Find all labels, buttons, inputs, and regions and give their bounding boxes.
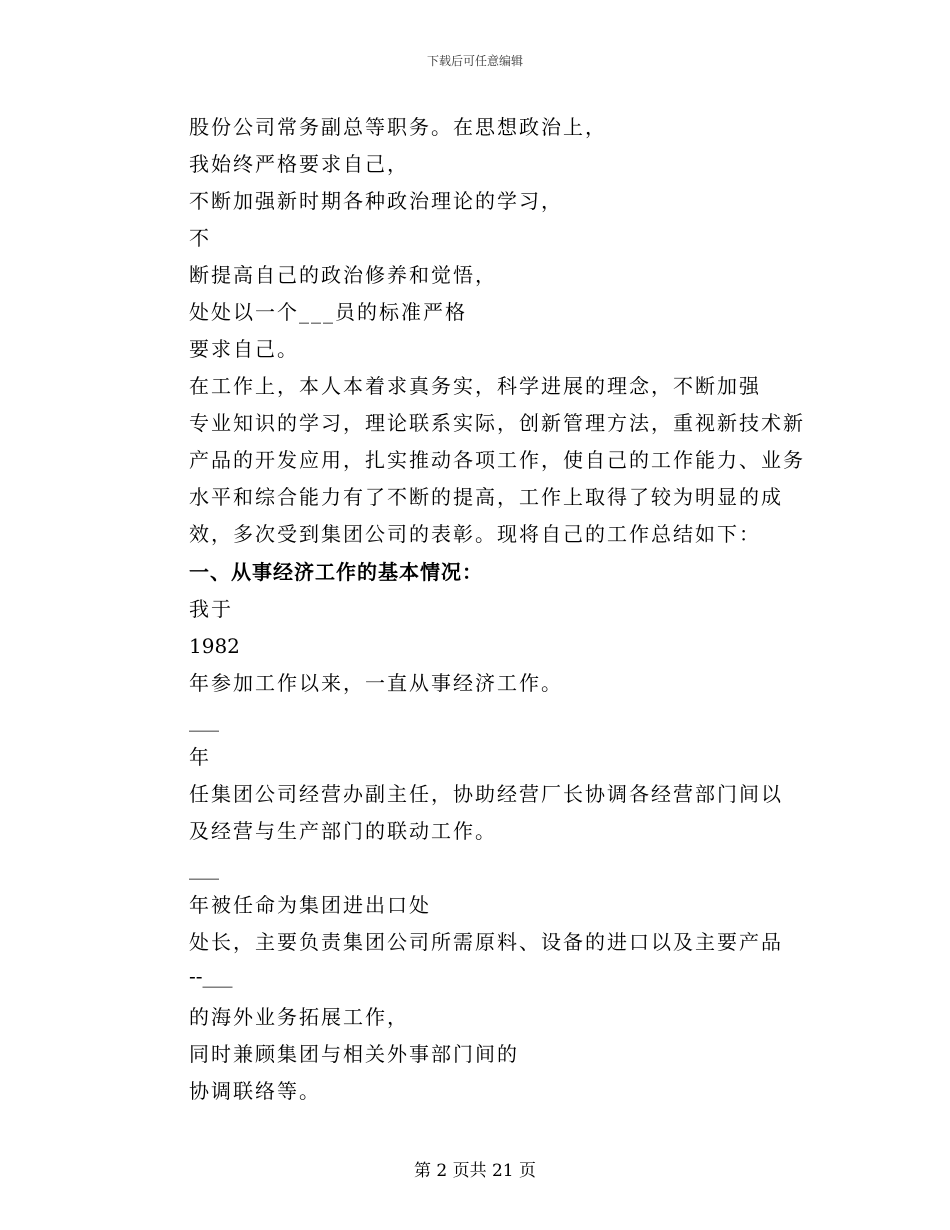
text-line: 及经营与生产部门的联动工作。 [189,819,497,843]
text-line: 不断加强新时期各种政治理论的学习， [189,189,563,213]
text-line: 专业知识的学习，理论联系实际，创新管理方法，重视新技术新 [189,411,805,435]
text-line: 产品的开发应用，扎实推动各项工作，使自己的工作能力、业务 [189,448,805,472]
text-line: 年被任命为集团进出口处 [189,893,431,917]
text-line: 不 [189,226,211,250]
text-line: 水平和综合能力有了不断的提高，工作上取得了较为明显的成 [189,485,783,509]
blank-line: ___ [189,856,219,880]
text-line: 我于 [189,597,233,621]
page-header: 下载后可任意编辑 [426,54,523,68]
text-line: 1982 [189,634,240,658]
text-line: 处处以一个___员的标准严格 [189,300,467,324]
text-line: 效，多次受到集团公司的表彰。现将自己的工作总结如下： [189,522,761,546]
text-line: 同时兼顾集团与相关外事部门间的 [189,1042,519,1066]
text-line: 协调联络等。 [189,1079,321,1103]
text-line: 要求自己。 [189,337,299,361]
blank-line: ___ [189,708,219,732]
text-line: 处长，主要负责集团公司所需原料、设备的进口以及主要产品 [189,930,783,954]
blank-line: --___ [189,964,233,988]
text-line: 年 [189,745,211,769]
text-line: 断提高自己的政治修养和觉悟， [189,263,497,287]
text-line: 的海外业务拓展工作， [189,1005,409,1029]
text-line: 年参加工作以来，一直从事经济工作。 [189,671,563,695]
text-line: 我始终严格要求自己， [189,152,409,176]
section-heading: 一、从事经济工作的基本情况： [189,560,483,584]
text-line: 任集团公司经营办副主任，协助经营厂长协调各经营部门间以 [189,782,783,806]
text-line: 股份公司常务副总等职务。在思想政治上， [189,115,607,139]
page-footer: 第 2 页共 21 页 [413,1161,537,1181]
text-line: 在工作上，本人本着求真务实，科学进展的理念，不断加强 [189,374,761,398]
